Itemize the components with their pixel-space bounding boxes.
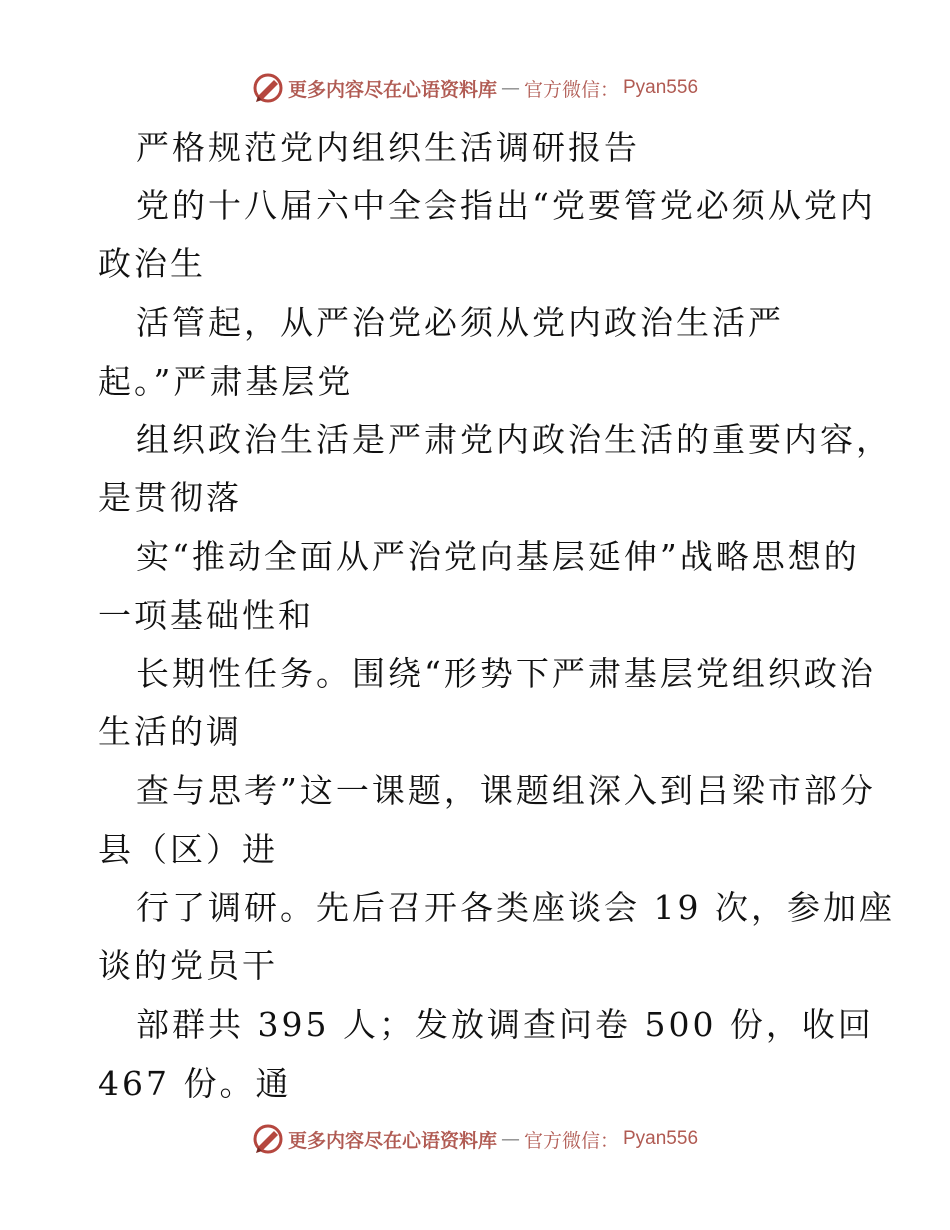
watermark-wechat-label: 官方微信： <box>523 1129 619 1152</box>
text-line: 查与思考”这一课题，课题组深入到吕梁市部分 <box>136 771 876 810</box>
text-line: 是贯彻落 <box>98 478 242 517</box>
watermark-separator: — <box>500 77 520 99</box>
text-line: 一项基础性和 <box>98 596 314 635</box>
watermark-wechat-id: Pyan556 <box>623 77 699 98</box>
text-line: 行了调研。先后召开各类座谈会 19 次，参加座 <box>136 888 895 927</box>
text-line: 组织政治生活是严肃党内政治生活的重要内容， <box>136 420 892 459</box>
watermark-separator: — <box>500 1128 520 1150</box>
watermark-wechat-id: Pyan556 <box>623 1128 699 1149</box>
pen-logo-icon <box>252 1123 284 1155</box>
watermark-brand-text: 更多内容尽在心语资料库 <box>287 78 497 101</box>
text-line: 467 份。通 <box>98 1064 292 1103</box>
watermark-wechat-label: 官方微信： <box>523 78 619 101</box>
text-line: 党的十八届六中全会指出“党要管党必须从党内 <box>136 186 876 225</box>
text-line: 长期性任务。围绕“形势下严肃基层党组织政治 <box>136 654 876 693</box>
text-line: 部群共 395 人；发放调查问卷 500 份，收回 <box>136 1005 874 1044</box>
text-line: 起。”严肃基层党 <box>98 362 354 401</box>
text-line: 政治生 <box>98 244 206 283</box>
text-line: 生活的调 <box>98 712 242 751</box>
pen-logo-icon <box>252 72 284 104</box>
watermark-brand-text: 更多内容尽在心语资料库 <box>287 1129 497 1152</box>
header-watermark <box>0 72 950 104</box>
document-title: 严格规范党内组织生活调研报告 <box>136 128 640 167</box>
text-line: 实“推动全面从严治党向基层延伸”战略思想的 <box>136 537 860 576</box>
footer-watermark <box>0 1123 950 1155</box>
text-line: 县（区）进 <box>98 830 278 869</box>
text-line: 活管起，从严治党必须从党内政治生活严 <box>136 303 784 342</box>
text-line: 谈的党员干 <box>98 946 278 985</box>
